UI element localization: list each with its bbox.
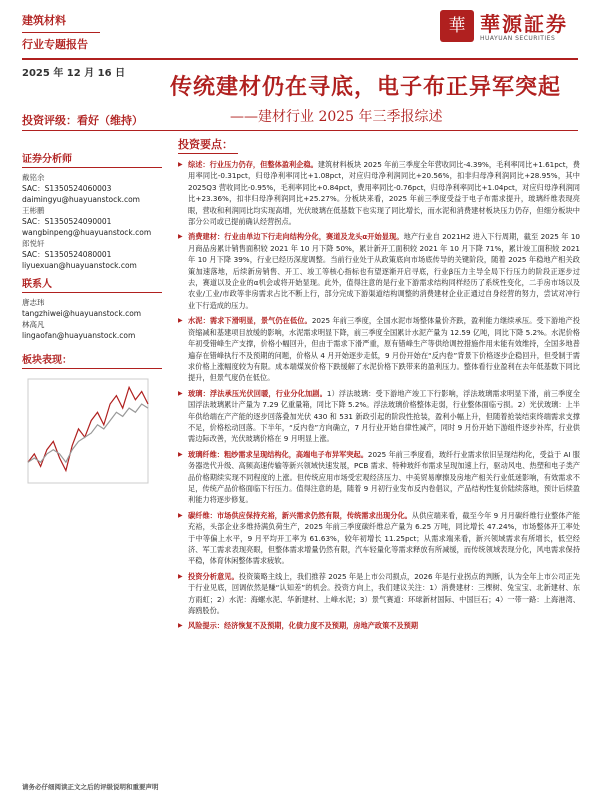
analyst-name: 王彬鹏 bbox=[22, 206, 45, 215]
analyst-name: 戴铭余 bbox=[22, 173, 45, 182]
contacts-section bbox=[22, 279, 162, 341]
contact-email[interactable]: lingaofan@huayuanstock.com bbox=[22, 331, 136, 340]
key-point-item bbox=[178, 159, 580, 227]
analyst-entry bbox=[22, 172, 162, 205]
sector-performance-chart bbox=[22, 351, 162, 493]
series-line-建筑材料 bbox=[28, 387, 148, 470]
key-point-lead: 水泥：需求下滑明显，景气仍在低位。 bbox=[188, 316, 312, 326]
analyst-name: 郎悦轩 bbox=[22, 239, 45, 248]
key-point-text: 建筑材料板块 2025 年前三季度全年营收同比-4.39%，毛利率同比+1.61pct，费用率同比-0.31pct，归母净利率同比+1.08pct，对应归母净利润同比+20.56%，扣非归母净利润同比+28.95%，其中 2025Q3 营收同比-0.95%，毛利率同比+0.84pct，费用率同比-0.76pct，归母净利率同比+1.04pct，对应归母净利润同比+23.36%，扣非归母净利润同比+25.27%。分板块来看，2025 年前三季度受益于电子布需求提升，玻璃纤维表现亮眼，营收和利润同比均实现高增，光伏玻璃在低基数下也实现了同比增长，而水泥和消费建材板块压力仍存，但细分板块中部分公司或已提前确认经营拐点。 bbox=[188, 160, 580, 227]
contacts-heading: 联系人 bbox=[22, 279, 162, 293]
performance-chart-svg bbox=[22, 373, 152, 493]
contact-name: 唐志玮 bbox=[22, 298, 45, 307]
main-content bbox=[178, 136, 580, 636]
contact-email[interactable]: tangzhiwei@huayuanstock.com bbox=[22, 309, 142, 318]
analyst-email[interactable]: daimingyu@huayuanstock.com bbox=[22, 195, 140, 204]
key-point-item bbox=[178, 620, 580, 631]
category-label: 建筑材料 bbox=[22, 14, 66, 27]
key-point-text: 投资策略主线上，我们推荐 2025 年是上市公司损点，2026 年是行业拐点的判断，认为全年上市公司正先于行业见底，回调依然是赚“认知差”的机会。投资方向上，我们建议关注：1）消费建材：三棵树、兔宝宝、北新建材、东方雨虹；2）水泥：海螺水泥、华新建材、上峰水泥；3）景气赛道：环球新材国际、中国巨石；4）一带一路：上海港湾、海鸥股份。 bbox=[188, 571, 580, 616]
contact-name: 林高凡 bbox=[22, 320, 45, 329]
analyst-email[interactable]: liyuexuan@huayuanstock.com bbox=[22, 261, 137, 270]
key-point-lead: 碳纤维：市场供应保持充裕，新兴需求仍然有限，传统需求出现分化。 bbox=[188, 510, 412, 520]
report-title: 传统建材仍在寻底，电子布正异军突起 bbox=[170, 74, 562, 100]
analyst-entry bbox=[22, 205, 162, 238]
key-point-text: 从供应端来看，截至今年 9 月月碳纤维行业整体产能充裕，头部企业多维持满负荷生产，2025 年前三季度碳纤维总产量为 6.25 万吨，同比增长 47.24%，市场整体开工率处于中等偏上水平，9 月平均开工率为 61.63%，较年初增长 11.25pct；从需求端来看，新兴领域需求有所增长，低空经济、军工需求表现亮眼，但整体需求增量仍然有限，汽车轻量化等需求释放有所减缓，而传统领域表现分化，风电需求保持平稳，体育休闲整体需求疲软。 bbox=[188, 510, 580, 566]
top-divider bbox=[22, 58, 578, 60]
footer-disclaimer: 请务必仔细阅读正文之后的评级说明和重要声明 bbox=[22, 783, 159, 791]
key-point-item bbox=[178, 315, 580, 383]
key-points-list bbox=[178, 159, 580, 632]
key-point-item bbox=[178, 510, 580, 567]
header-divider bbox=[22, 32, 100, 33]
report-date: 2025 年 12 月 16 日 bbox=[22, 68, 126, 79]
key-point-lead: 玻璃：浮法承压光伏回暖，行业分化加剧。 bbox=[188, 388, 327, 398]
report-subtitle: ——建材行业 2025 年三季报综述 bbox=[230, 109, 443, 125]
sidebar bbox=[22, 150, 162, 493]
analyst-sac: SAC：S1350524090001 bbox=[22, 217, 112, 226]
key-points-heading: 投资要点： bbox=[178, 136, 238, 154]
key-point-lead: 风险提示：经济恢复不及预期，化债力度不及预期，房地产政策不及预期 bbox=[188, 621, 419, 631]
key-point-lead: 玻璃纤维：粗纱需求呈现结构化，高端电子布异军突起。 bbox=[188, 449, 368, 459]
chart-heading: 板块表现： bbox=[22, 351, 162, 369]
logo-mark-icon: 華 bbox=[440, 10, 474, 42]
key-point-text: 2025 年前三季度看，玻纤行业需求依旧呈现结构化，受益于 AI 服务器迭代升级、高频高速传输等新兴领域快速发展，PCB 需求、特种玻纤布需求呈现加速上行，驱动风电、热塑和电子类产品价格期续实现不同程度的上涨。但传统应用市场受宏观经济压力、中美贸易摩擦及房地产相关行业低迷影响，有效需求不足，传统产品价格面临下行压力。值得注意的是，随着 9 月初行业发布反内卷倡议，产品结构性复价陆续落地，预计后续盈利能力将逐步修复。 bbox=[188, 449, 580, 505]
key-point-lead: 消费建材：行业由单边下行走向结构分化，赛道及龙头α开始显现。 bbox=[188, 232, 404, 242]
header-category bbox=[22, 12, 100, 53]
investment-rating: 投资评级：看好（维持） bbox=[22, 114, 143, 127]
analysts-heading: 证券分析师 bbox=[22, 150, 162, 168]
key-point-lead: 综述：行业压力仍存，但整体盈利企稳。 bbox=[188, 160, 318, 169]
subtitle-divider bbox=[22, 130, 578, 131]
key-point-text: 1）浮法玻璃：受下游地产竣工下行影响，浮法玻璃需求明显下滑，前三季度全国浮法玻璃累计产量为 7.29 亿重量箱，同比下降 5.2%。浮法玻璃价格整体走弱，行业整体面临亏损。2）光伏玻璃：上半年供给端在产产能的逐步回落叠加光伏 430 和 531 新政引起的阶段性抢装，盈利小幅上升，但随着抢装结束终端需求支撑不足，价格松动回落。下半年，“反内卷”方向确立，7 月行业开始自律性减产，同时 9 月份开始下游组件逐步补库，行业供需边际改善，光伏玻璃价格在 9 月明显上涨。 bbox=[188, 388, 580, 444]
key-point-item bbox=[178, 231, 580, 311]
logo-english: HUAYUAN SECURITIES bbox=[480, 35, 556, 42]
key-point-item bbox=[178, 388, 580, 445]
key-point-text: 地产行业自 2021H2 进入下行周期，截至 2025 年 10 月商品房累计销售面积较 2021 年 10 月下降 50%，累计新开工面积较 2021 年 10 月下降 71%，累计竣工面积较 2021 年 10 月下降 39%，行业已经历深度调整。当前行业处于从政策底向市场底传导的关键阶段，随着 2025 年稳地产相关政策加速落地，后续新房销售、开工、竣工等核心指标也有望逐渐开启寻底，行业β压力主导全局下行压力的阶段正逐步过去，赛道以及企业的α机会或将开始显现。此外，值得注意的是行业下游需求结构同样经历了系统性变化，二手房市场以及农业/工业/市政等非房需求占比不断上行，部分完成下游渠道结构调整的消费建材企业正通过自身经营的努力，尝试对冲行业下行造成的压力。 bbox=[188, 232, 580, 310]
key-point-lead: 投资分析意见。 bbox=[188, 571, 239, 581]
analyst-sac: SAC：S1350524060003 bbox=[22, 184, 112, 193]
logo-text: 華源証券 bbox=[480, 12, 568, 36]
key-point-item bbox=[178, 571, 580, 617]
key-point-text: 2025 年前三季度，全国水泥市场整体量价齐跌，盈利能力继续承压。受下游地产投资缩减和基建项目放缓的影响，水泥需求明显下降，前三季度全国累计水泥产量为 12.59 亿吨，同比下降 5.2%。水泥价格年初受错峰生产支撑，价格小幅回升，但由于需求下滑严重，原有错峰生产等供给调控措施作用未能有效维持，全国多地普遍存在错峰执行不及预期的问题，价格从 4 月开始逐步走低，9 月份开始在“反内卷”背景下价格逐步企稳回升，但受制于需求价格上涨幅度较为有限。成本端煤炭价格下跌缓解了水泥价格下跌带来的盈利压力。整体看行业盈利在去年低基数下同比提升，但景气度仍在低位。 bbox=[188, 316, 580, 383]
company-logo bbox=[440, 8, 590, 50]
analyst-email[interactable]: wangbinpeng@huayuanstock.com bbox=[22, 228, 152, 237]
key-point-item bbox=[178, 449, 580, 506]
analyst-sac: SAC：S1350524080001 bbox=[22, 250, 112, 259]
chart-frame bbox=[28, 379, 148, 483]
analyst-entry bbox=[22, 238, 162, 271]
report-type-label: 行业专题报告 bbox=[22, 38, 88, 51]
